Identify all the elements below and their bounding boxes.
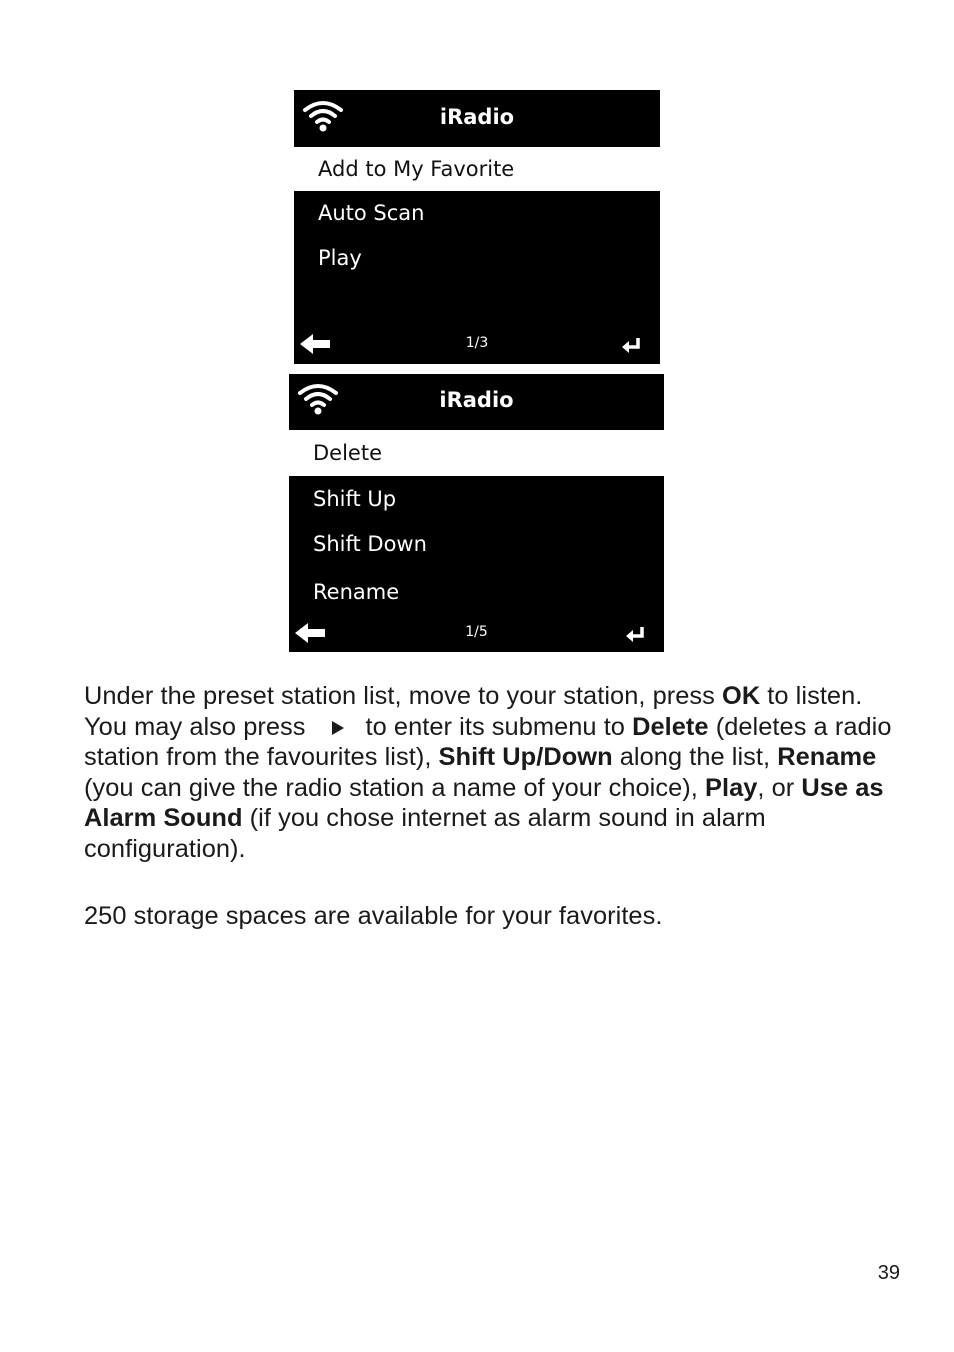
- text: , or: [757, 773, 802, 802]
- page-indicator: 1/3: [465, 335, 489, 351]
- enter-icon[interactable]: [626, 626, 646, 642]
- storage-note: 250 storage spaces are available for your favorites.: [84, 902, 663, 930]
- instructions-paragraph: [84, 681, 904, 865]
- play-label: Play: [704, 773, 758, 802]
- page-number: 39: [877, 1262, 900, 1284]
- text: (if you chose internet as alarm sound in alarm configuration).: [84, 804, 766, 863]
- text: (deletes a radio station from the favourites list),: [84, 712, 892, 772]
- screen-title: iRadio: [439, 388, 514, 412]
- shift-label: Shift Up/Down: [438, 743, 613, 772]
- screen-header: [289, 374, 664, 427]
- text: to enter its submenu to: [365, 712, 633, 741]
- page-indicator: 1/5: [465, 624, 488, 640]
- rename-label: Rename: [777, 743, 877, 772]
- iradio-screen-2: [289, 374, 664, 652]
- text: to listen. You may also press: [84, 682, 863, 741]
- iradio-screen-1: [294, 90, 660, 364]
- text: Under the preset station list, move to your station, press: [84, 682, 723, 710]
- menu-item-auto-scan[interactable]: Auto Scan: [318, 201, 425, 225]
- delete-label: Delete: [632, 712, 709, 741]
- screen-title: iRadio: [439, 105, 515, 129]
- enter-icon[interactable]: [622, 337, 642, 353]
- menu-item-rename[interactable]: Rename: [313, 580, 400, 604]
- text: (you can give the radio station a name of your choice),: [84, 773, 705, 802]
- menu-item-shift-up[interactable]: Shift Up: [313, 487, 397, 511]
- menu-item-play[interactable]: Play: [318, 246, 362, 270]
- alarm-label: Use as Alarm Sound: [84, 773, 884, 833]
- right-arrow-icon: [332, 721, 344, 735]
- ok-label: OK: [722, 682, 761, 710]
- menu-item-add-to-my-favorite[interactable]: Add to My Favorite: [294, 147, 660, 191]
- screen-header: [294, 90, 660, 145]
- text: along the list,: [612, 743, 778, 772]
- menu-item-delete[interactable]: Delete: [289, 430, 664, 476]
- menu-item-shift-down[interactable]: Shift Down: [313, 532, 427, 556]
